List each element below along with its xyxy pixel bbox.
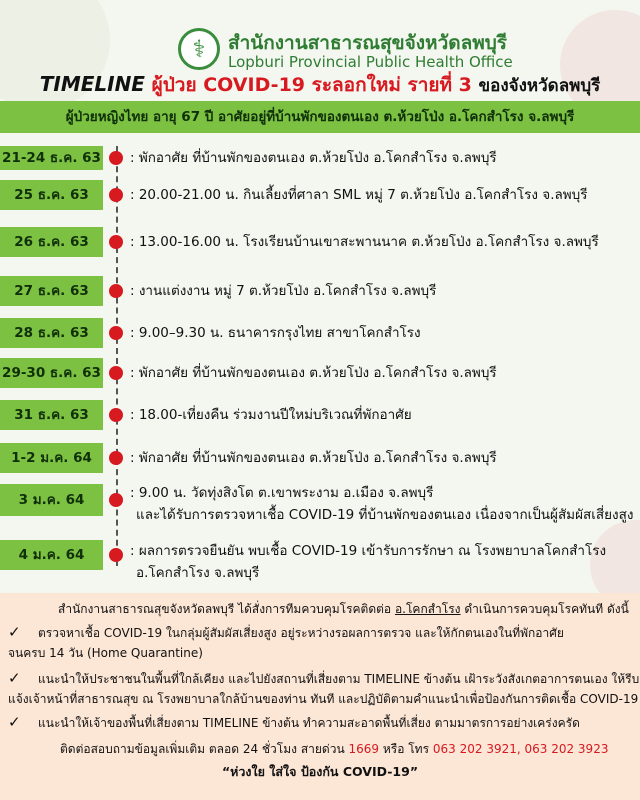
check-icon: ✓	[8, 623, 21, 641]
timeline-dot-icon	[109, 548, 123, 562]
title-timeline: TIMELINE	[39, 72, 145, 96]
notice-intro-tail: ดำเนินการควบคุมโรคทันที ดังนี้	[464, 602, 629, 616]
page-title	[0, 70, 640, 100]
timeline-dot-icon	[109, 408, 123, 422]
timeline-desc-line1: : ผลการตรวจยืนยัน พบเชื้อ COVID-19 เข้ารับการรักษา ณ โรงพยาบาลโคกสำโรง	[130, 543, 607, 559]
timeline-date: 29-30 ธ.ค. 63	[0, 358, 103, 388]
hotline-number: 1669	[348, 742, 380, 756]
timeline-desc: : 13.00-16.00 น. โรงเรียนบ้านเขาสะพานนาค ต.ห้วยโป่ง อ.โคกสำโรง จ.ลพบุรี	[130, 234, 599, 250]
notice-intro-district: อ.โคกสำโรง	[394, 602, 461, 616]
timeline-date: 28 ธ.ค. 63	[0, 318, 103, 348]
contact-line	[60, 741, 608, 757]
timeline-desc: : งานแต่งงาน หมู่ 7 ต.ห้วยโป่ง อ.โคกสำโรง จ.ลพบุรี	[130, 283, 437, 299]
timeline-desc-line2: และได้รับการตรวจหาเชื้อ COVID-19 ที่บ้านพักของตนเอง เนื่องจากเป็นผู้สัมผัสเสี่ยงสูง	[136, 507, 634, 523]
check-icon: ✓	[8, 669, 21, 687]
timeline-date: 26 ธ.ค. 63	[0, 227, 103, 257]
title-patient: ผู้ป่วย COVID-19 ระลอกใหม่ รายที่ 3	[151, 74, 472, 96]
slogan: “ห่วงใย ใส่ใจ ป้องกัน COVID-19”	[221, 764, 419, 779]
timeline-desc: : พักอาศัย ที่บ้านพักของตนเอง ต.ห้วยโป่ง อ.โคกสำโรง จ.ลพบุรี	[130, 450, 497, 466]
contact-or: หรือ โทร	[382, 742, 430, 756]
timeline-desc: : 18.00-เที่ยงคืน ร่วมงานปีใหม่บริเวณที่พักอาศัย	[130, 407, 412, 423]
contact-text: ติดต่อสอบถามข้อมูลเพิ่มเติม ตลอด 24 ชั่วโมง สายด่วน	[60, 742, 345, 756]
notice-intro-text: สำนักงานสาธารณสุขจังหวัดลพบุรี ได้สั่งการทีมควบคุมโรคติดต่อ	[58, 602, 392, 616]
title-province: ของจังหวัดลพบุรี	[478, 76, 601, 96]
timeline-dot-icon	[109, 326, 123, 340]
timeline-desc-line1: : 9.00 น. วัดทุ่งสิงโต ต.เขาพระงาม อ.เมือง จ.ลพบุรี	[130, 485, 434, 501]
timeline-date: 1-2 ม.ค. 64	[0, 443, 103, 473]
measure-2-line2: แจ้งเจ้าหน้าที่สาธารณสุข ณ โรงพยาบาลใกล้บ้านของท่าน ทันที และปฏิบัติตามคำแนะนำเพื่อป้องกันการติดเชื้อ COVID-19	[8, 692, 639, 706]
timeline-dot-icon	[109, 451, 123, 465]
timeline-dot-icon	[109, 366, 123, 380]
moph-logo-icon	[178, 28, 220, 70]
timeline-date: 31 ธ.ค. 63	[0, 400, 103, 430]
timeline-dot-icon	[109, 188, 123, 202]
check-icon: ✓	[8, 713, 21, 731]
org-name-english: Lopburi Provincial Public Health Office	[228, 53, 513, 71]
timeline-desc-line2: อ.โคกสำโรง จ.ลพบุรี	[136, 565, 260, 581]
timeline-desc: : 9.00–9.30 น. ธนาคารกรุงไทย สาขาโคกสำโรง	[130, 325, 421, 341]
timeline-date: 3 ม.ค. 64	[0, 484, 103, 516]
timeline-desc: : พักอาศัย ที่บ้านพักของตนเอง ต.ห้วยโป่ง อ.โคกสำโรง จ.ลพบุรี	[130, 365, 497, 381]
timeline-date: 27 ธ.ค. 63	[0, 276, 103, 306]
timeline-dot-icon	[109, 235, 123, 249]
timeline-dot-icon	[109, 151, 123, 165]
timeline-date: 25 ธ.ค. 63	[0, 180, 103, 210]
timeline-dot-icon	[109, 284, 123, 298]
timeline-dot-icon	[109, 493, 123, 507]
timeline-date: 21-24 ธ.ค. 63	[0, 146, 103, 170]
measure-3: แนะนำให้เจ้าของพื้นที่เสี่ยงตาม TIMELINE ข้างต้น ทำความสะอาดพื้นที่เสี่ยง ตามมาตรการอย่างเคร่งครัด	[38, 716, 580, 730]
timeline-desc: : 20.00-21.00 น. กินเลี้ยงที่ศาลา SML หมู่ 7 ต.ห้วยโป่ง อ.โคกสำโรง จ.ลพบุรี	[130, 187, 588, 203]
timeline-desc: : พักอาศัย ที่บ้านพักของตนเอง ต.ห้วยโป่ง อ.โคกสำโรง จ.ลพบุรี	[130, 150, 497, 166]
notice-intro	[58, 601, 629, 617]
measure-1-line1: ตรวจหาเชื้อ COVID-19 ในกลุ่มผู้สัมผัสเสี่ยงสูง อยู่ระหว่างรอผลการตรวจ และให้กักตนเองในที่พักอาศัย	[38, 626, 564, 640]
measure-2-line1: แนะนำให้ประชาชนในพื้นที่ใกล้เคียง และไปยังสถานที่เสี่ยงตาม TIMELINE ข้างต้น เฝ้าระวังสังเกตอาการตนเอง ให้รีบ	[38, 672, 640, 686]
timeline-date: 4 ม.ค. 64	[0, 540, 103, 570]
phone-numbers: 063 202 3921, 063 202 3923	[432, 742, 609, 756]
header	[0, 0, 640, 98]
org-name-thai: สำนักงานสาธารณสุขจังหวัดลพบุรี	[228, 32, 508, 54]
patient-summary-bar: ผู้ป่วยหญิงไทย อายุ 67 ปี อาศัยอยู่ที่บ้านพักของตนเอง ต.ห้วยโป่ง อ.โคกสำโรง จ.ลพบุรี	[0, 101, 640, 133]
measure-1-line2: จนครบ 14 วัน (Home Quarantine)	[8, 646, 203, 660]
control-measures-box	[0, 593, 640, 800]
